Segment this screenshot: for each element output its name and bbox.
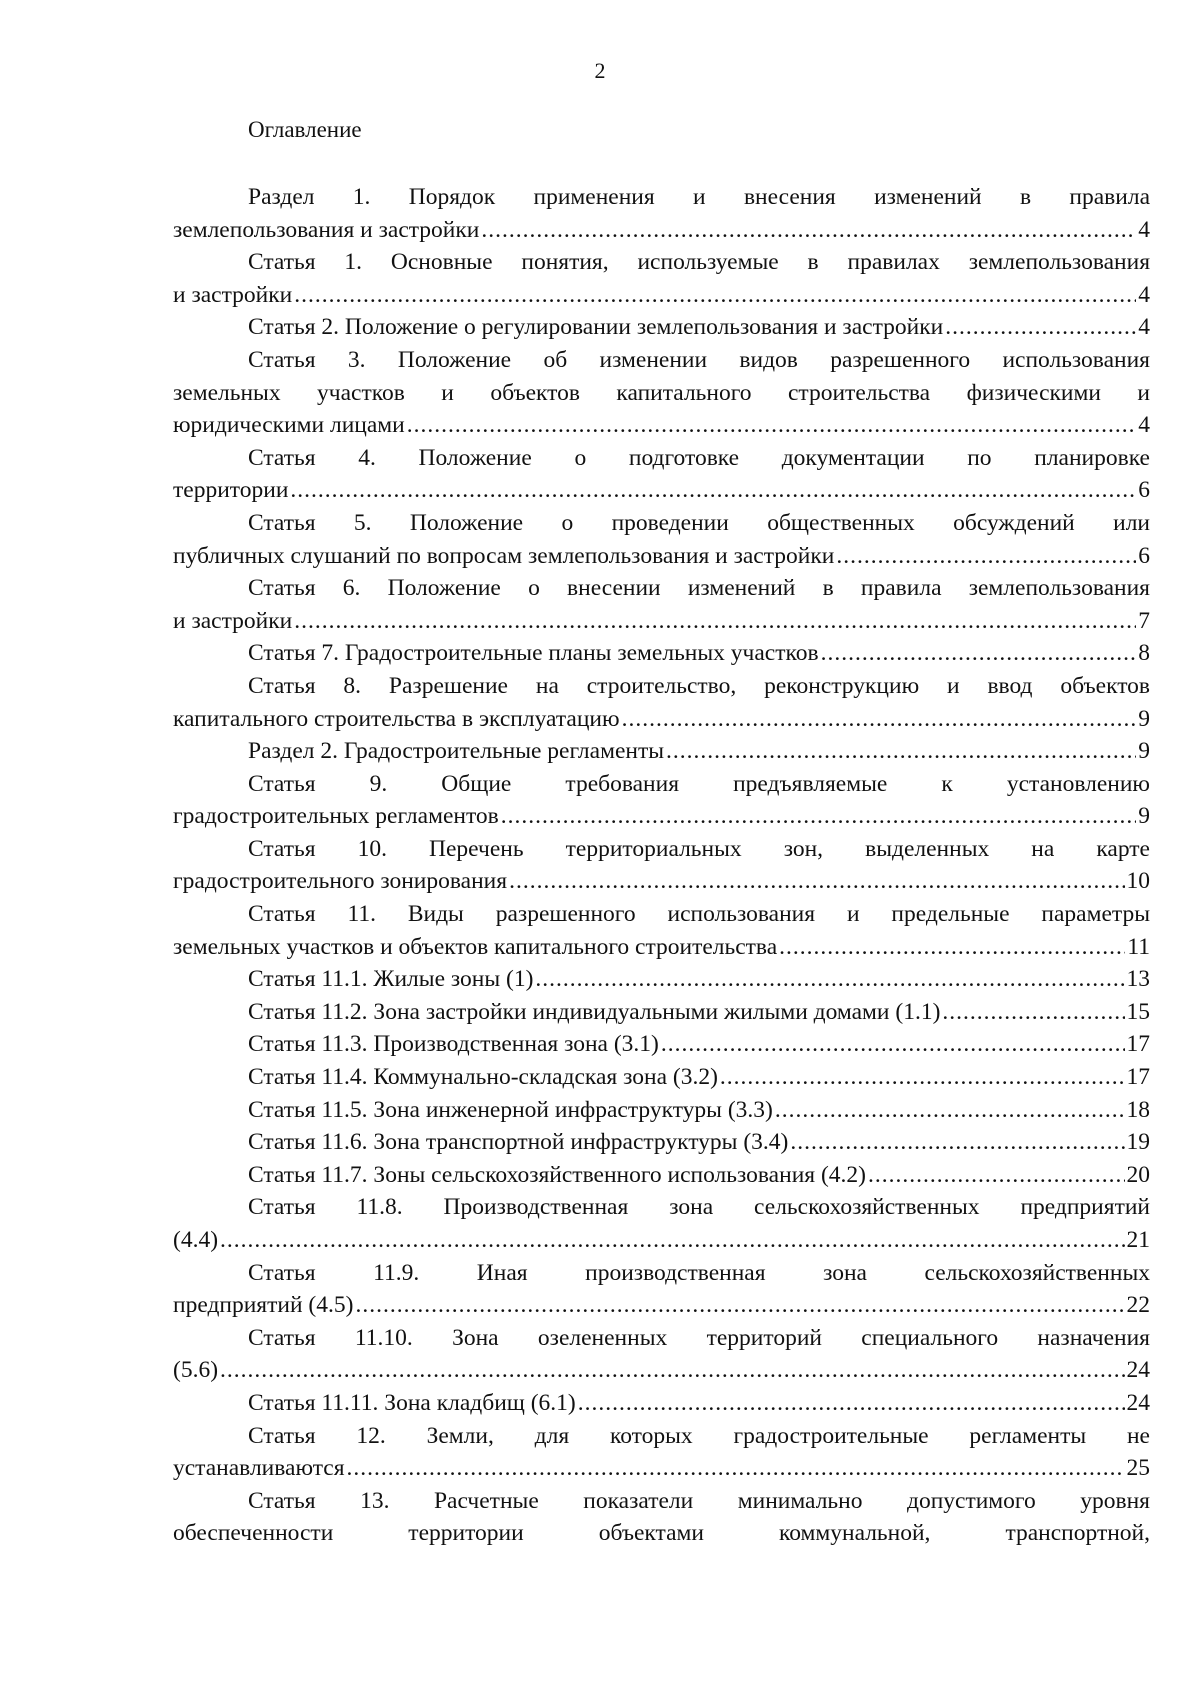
- toc-page-number: 4: [1138, 216, 1150, 243]
- toc-entry-line: Статья 13. Расчетные показатели минимально допустимого уровня: [248, 1487, 1150, 1514]
- toc-entry-last-line: [173, 474, 1150, 507]
- dot-leader: [775, 1094, 1125, 1127]
- toc-page-number: 4: [1138, 314, 1150, 341]
- toc-page-number: 22: [1126, 1292, 1150, 1319]
- toc-entry[interactable]: [173, 768, 1150, 833]
- toc-entry-line: Статья 4. Положение о подготовке документации по планировке: [248, 444, 1150, 471]
- toc-entry-title: землепользования и застройки: [173, 216, 480, 243]
- toc-entry-last-line: [173, 409, 1150, 442]
- toc-entry-last-line: [173, 1094, 1150, 1127]
- toc-entry-title: Статья 11.6. Зона транспортной инфраструктуры (3.4): [248, 1129, 789, 1156]
- toc-entry[interactable]: [173, 996, 1150, 1029]
- toc-page-number: 24: [1126, 1389, 1150, 1416]
- toc-page-number: 18: [1126, 1096, 1150, 1123]
- toc-entry[interactable]: [173, 1191, 1150, 1256]
- toc-entry[interactable]: [173, 311, 1150, 344]
- toc-entry-line: Статья 9. Общие требования предъявляемые к установлению: [248, 770, 1150, 797]
- toc-entry-title: предприятий (4.5): [173, 1292, 354, 1319]
- dot-leader: [220, 1224, 1124, 1257]
- page-number: 2: [594, 58, 606, 83]
- dot-leader: [779, 931, 1125, 964]
- dot-leader: [509, 865, 1124, 898]
- toc-entry-line: Статья 11. Виды разрешенного использования и предельные параметры: [248, 901, 1150, 928]
- toc-entry[interactable]: [173, 1028, 1150, 1061]
- dot-leader: [836, 540, 1136, 573]
- toc-entry-last-line: [173, 1289, 1150, 1322]
- toc-entry-line: Статья 10. Перечень территориальных зон, выделенных на карте: [248, 835, 1150, 862]
- toc-entry-line: Статья 8. Разрешение на строительство, реконструкцию и ввод объектов: [248, 672, 1150, 699]
- toc-entry-title: Статья 11.4. Коммунально-складская зона (3.2): [248, 1064, 718, 1091]
- dot-leader: [501, 800, 1136, 833]
- toc-entry-title: юридическими лицами: [173, 412, 405, 439]
- toc-page-number: 21: [1126, 1227, 1150, 1253]
- toc-entry-title: Статья 11.2. Зона застройки индивидуальными жилыми домами (1.1): [248, 998, 941, 1025]
- toc-entry-last-line: [173, 1061, 1150, 1094]
- toc-page-number: 6: [1138, 542, 1150, 569]
- toc-page-number: 11: [1127, 933, 1150, 960]
- toc-entry[interactable]: [173, 833, 1150, 898]
- dot-leader: [790, 1126, 1124, 1159]
- toc-entry-title: (5.6): [173, 1357, 219, 1384]
- toc-entry-last-line: [173, 1387, 1150, 1420]
- toc-entry-last-line: [173, 1028, 1150, 1061]
- toc-entry[interactable]: [173, 181, 1150, 246]
- dot-leader: [481, 214, 1136, 247]
- dot-leader: [821, 637, 1137, 670]
- toc-entry-line: Статья 6. Положение о внесении изменений в правила землепользования: [248, 575, 1150, 602]
- toc-entry-title: и застройки: [173, 281, 293, 308]
- toc-entry-title: земельных участков и объектов капитального строительства: [173, 933, 778, 960]
- toc-entry[interactable]: [173, 1159, 1150, 1192]
- toc-entry-title: Статья 7. Градостроительные планы земельных участков: [248, 640, 819, 667]
- dot-leader: [945, 311, 1136, 344]
- toc-entry-last-line: [173, 637, 1150, 670]
- toc-page-number: 9: [1138, 738, 1150, 765]
- toc-entry[interactable]: [173, 637, 1150, 670]
- toc-entry[interactable]: [173, 1126, 1150, 1159]
- toc-page-number: 24: [1126, 1357, 1150, 1384]
- toc-entry-title: Статья 11.1. Жилые зоны (1): [248, 966, 534, 993]
- toc-entry-line: Статья 3. Положение об изменении видов разрешенного использования: [248, 346, 1150, 373]
- toc-page-number: 7: [1138, 607, 1150, 634]
- dot-leader: [578, 1387, 1125, 1420]
- toc-page-number: 17: [1126, 1064, 1150, 1091]
- toc-entry-last-line: [173, 214, 1150, 247]
- toc-entry-last-line: [173, 996, 1150, 1029]
- table-of-contents: [173, 181, 1150, 1550]
- toc-entry-title: и застройки: [173, 607, 293, 634]
- dot-leader: [622, 703, 1137, 736]
- toc-entry-title: Статья 11.3. Производственная зона (3.1): [248, 1031, 659, 1058]
- toc-entry[interactable]: [173, 1420, 1150, 1485]
- toc-page-number: 6: [1138, 477, 1150, 504]
- toc-entry-last-line: [173, 703, 1150, 736]
- toc-entry-title: Раздел 2. Градостроительные регламенты: [248, 738, 665, 765]
- toc-entry[interactable]: [173, 1387, 1150, 1420]
- toc-page-number: 9: [1138, 803, 1150, 830]
- toc-entry-line: Статья 5. Положение о проведении общественных обсуждений или: [248, 509, 1150, 536]
- toc-entry-last-line: [173, 279, 1150, 312]
- toc-heading: Оглавление: [248, 117, 362, 142]
- toc-entry[interactable]: [173, 1322, 1150, 1387]
- toc-page-number: 8: [1138, 640, 1150, 667]
- dot-leader: [347, 1452, 1125, 1485]
- toc-entry[interactable]: [173, 1257, 1150, 1322]
- toc-entry-title: градостроительного зонирования: [173, 868, 508, 895]
- dot-leader: [942, 996, 1124, 1029]
- toc-entry-title: Статья 11.7. Зоны сельскохозяйственного использования (4.2): [248, 1161, 866, 1188]
- toc-entry-last-line: [173, 1224, 1150, 1257]
- toc-entry-line: Статья 1. Основные понятия, используемые в правилах землепользования: [248, 249, 1150, 276]
- toc-entry-title: (4.4): [173, 1227, 219, 1253]
- toc-page-number: 19: [1126, 1129, 1150, 1156]
- toc-entry[interactable]: [173, 670, 1150, 735]
- toc-entry-last-line: [173, 1354, 1150, 1387]
- toc-entry-last-line: [173, 800, 1150, 833]
- toc-entry-last-line: [173, 735, 1150, 768]
- toc-entry-last-line: [173, 931, 1150, 964]
- toc-page-number: 15: [1126, 998, 1150, 1025]
- toc-entry-title: устанавливаются: [173, 1455, 345, 1482]
- toc-entry-last-line: [173, 1159, 1150, 1192]
- dot-leader: [294, 279, 1136, 312]
- toc-entry-title: публичных слушаний по вопросам землепользования и застройки: [173, 542, 835, 569]
- toc-entry-last-line: [173, 311, 1150, 344]
- toc-page-number: 4: [1138, 412, 1150, 439]
- toc-entry-last-line: [173, 963, 1150, 996]
- dot-leader: [535, 963, 1124, 996]
- toc-entry[interactable]: [173, 442, 1150, 507]
- toc-page-number: 13: [1126, 966, 1150, 993]
- toc-page-number: 10: [1126, 868, 1150, 895]
- toc-entry-title: Статья 2. Положение о регулировании землепользования и застройки: [248, 314, 944, 341]
- toc-entry[interactable]: [173, 507, 1150, 572]
- toc-entry-title: градостроительных регламентов: [173, 803, 499, 830]
- toc-page-number: 25: [1126, 1455, 1150, 1482]
- dot-leader: [868, 1159, 1125, 1192]
- dot-leader: [407, 409, 1136, 442]
- toc-page-number: 20: [1126, 1161, 1150, 1188]
- dot-leader: [661, 1028, 1125, 1061]
- toc-entry-line: Раздел 1. Порядок применения и внесения изменений в правила: [248, 184, 1150, 210]
- toc-entry[interactable]: [173, 735, 1150, 768]
- toc-entry-last-line: [173, 1452, 1150, 1485]
- toc-entry-title: Статья 11.11. Зона кладбищ (6.1): [248, 1389, 576, 1416]
- toc-entry[interactable]: [173, 246, 1150, 311]
- dot-leader: [220, 1354, 1124, 1387]
- toc-entry-last-line: [173, 540, 1150, 573]
- toc-entry-line: земельных участков и объектов капитального строительства физическими и: [173, 379, 1150, 406]
- toc-entry-line: Статья 11.8. Производственная зона сельскохозяйственных предприятий: [248, 1194, 1150, 1221]
- toc-entry-title: капитального строительства в эксплуатацию: [173, 705, 620, 732]
- dot-leader: [355, 1289, 1124, 1322]
- toc-entry[interactable]: [173, 1061, 1150, 1094]
- toc-entry[interactable]: [173, 1094, 1150, 1127]
- toc-page-number: 9: [1138, 705, 1150, 732]
- toc-entry-title: территории: [173, 477, 289, 504]
- toc-entry-last-line: [173, 865, 1150, 898]
- toc-entry[interactable]: [173, 344, 1150, 442]
- toc-entry[interactable]: [173, 572, 1150, 637]
- toc-entry-line: Статья 11.9. Иная производственная зона сельскохозяйственных: [248, 1259, 1150, 1286]
- dot-leader: [294, 605, 1136, 638]
- toc-page-number: 4: [1138, 281, 1150, 308]
- toc-entry-last-line: [173, 605, 1150, 638]
- toc-entry[interactable]: [173, 1485, 1150, 1550]
- toc-entry-last-line: [173, 1126, 1150, 1159]
- toc-entry[interactable]: [173, 963, 1150, 996]
- dot-leader: [290, 474, 1136, 507]
- toc-entry-line: обеспеченности территории объектами коммунальной, транспортной,: [173, 1520, 1150, 1547]
- toc-page-number: 17: [1126, 1031, 1150, 1058]
- toc-entry-line: Статья 11.10. Зона озелененных территорий специального назначения: [248, 1324, 1150, 1351]
- toc-entry-line: Статья 12. Земли, для которых градостроительные регламенты не: [248, 1422, 1150, 1449]
- toc-entry[interactable]: [173, 898, 1150, 963]
- dot-leader: [720, 1061, 1125, 1094]
- toc-entry-title: Статья 11.5. Зона инженерной инфраструктуры (3.3): [248, 1096, 773, 1123]
- dot-leader: [666, 735, 1136, 768]
